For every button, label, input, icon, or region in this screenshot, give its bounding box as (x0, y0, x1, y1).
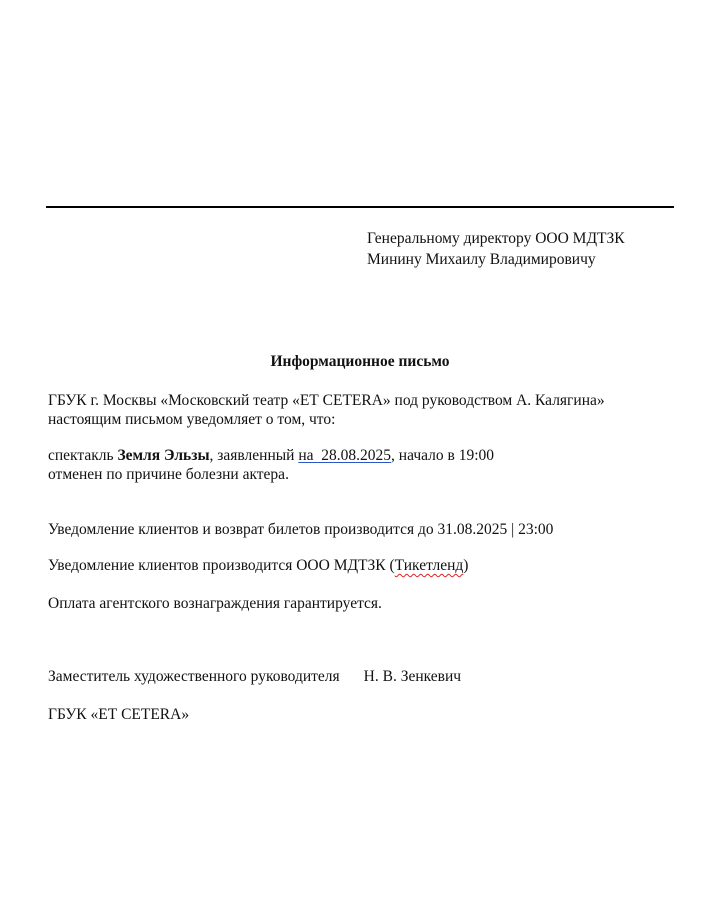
signature-line (48, 667, 461, 686)
performance-name: Земля Эльзы (117, 447, 210, 464)
agent-name-misspelled[interactable]: Тикетленд (394, 557, 464, 574)
intro-line-2: настоящим письмом уведомляет о том, что: (48, 411, 336, 428)
performance-date-link[interactable]: на 28.08.2025 (298, 447, 392, 464)
performance-paragraph (48, 446, 494, 484)
agent-suffix: ) (463, 557, 469, 574)
intro-paragraph (48, 391, 605, 429)
recipient-name: Минину Михаилу Владимировичу (367, 251, 596, 268)
letter-title: Информационное письмо (270, 353, 450, 370)
header-divider (46, 206, 674, 208)
signatory-name: Н. В. Зенкевич (363, 668, 462, 685)
agent-prefix: Уведомление клиентов производится ООО МДТЗК ( (48, 557, 395, 574)
performance-suffix: , начало в 19:00 (391, 447, 495, 464)
performance-prefix: спектакль (48, 447, 118, 464)
performance-line-2: отменен по причине болезни актера. (48, 466, 289, 483)
performance-line-1 (48, 446, 494, 465)
intro-line-1: ГБУК г. Москвы «Московский театр «ЕТ CETERA» под руководством А. Калягина» (48, 392, 605, 409)
signatory-position: Заместитель художественного руководителя (48, 668, 340, 685)
performance-mid: , заявленный (209, 447, 299, 464)
refund-notice: Уведомление клиентов и возврат билетов производится до 31.08.2025 | 23:00 (48, 521, 554, 538)
agent-notice (48, 556, 468, 575)
payment-notice: Оплата агентского вознаграждения гарантируется. (48, 595, 382, 612)
recipient-position: Генеральному директору ООО МДТЗК (367, 230, 625, 247)
organization-name: ГБУК «ЕТ CETERA» (48, 706, 190, 723)
recipient-block (367, 228, 625, 270)
